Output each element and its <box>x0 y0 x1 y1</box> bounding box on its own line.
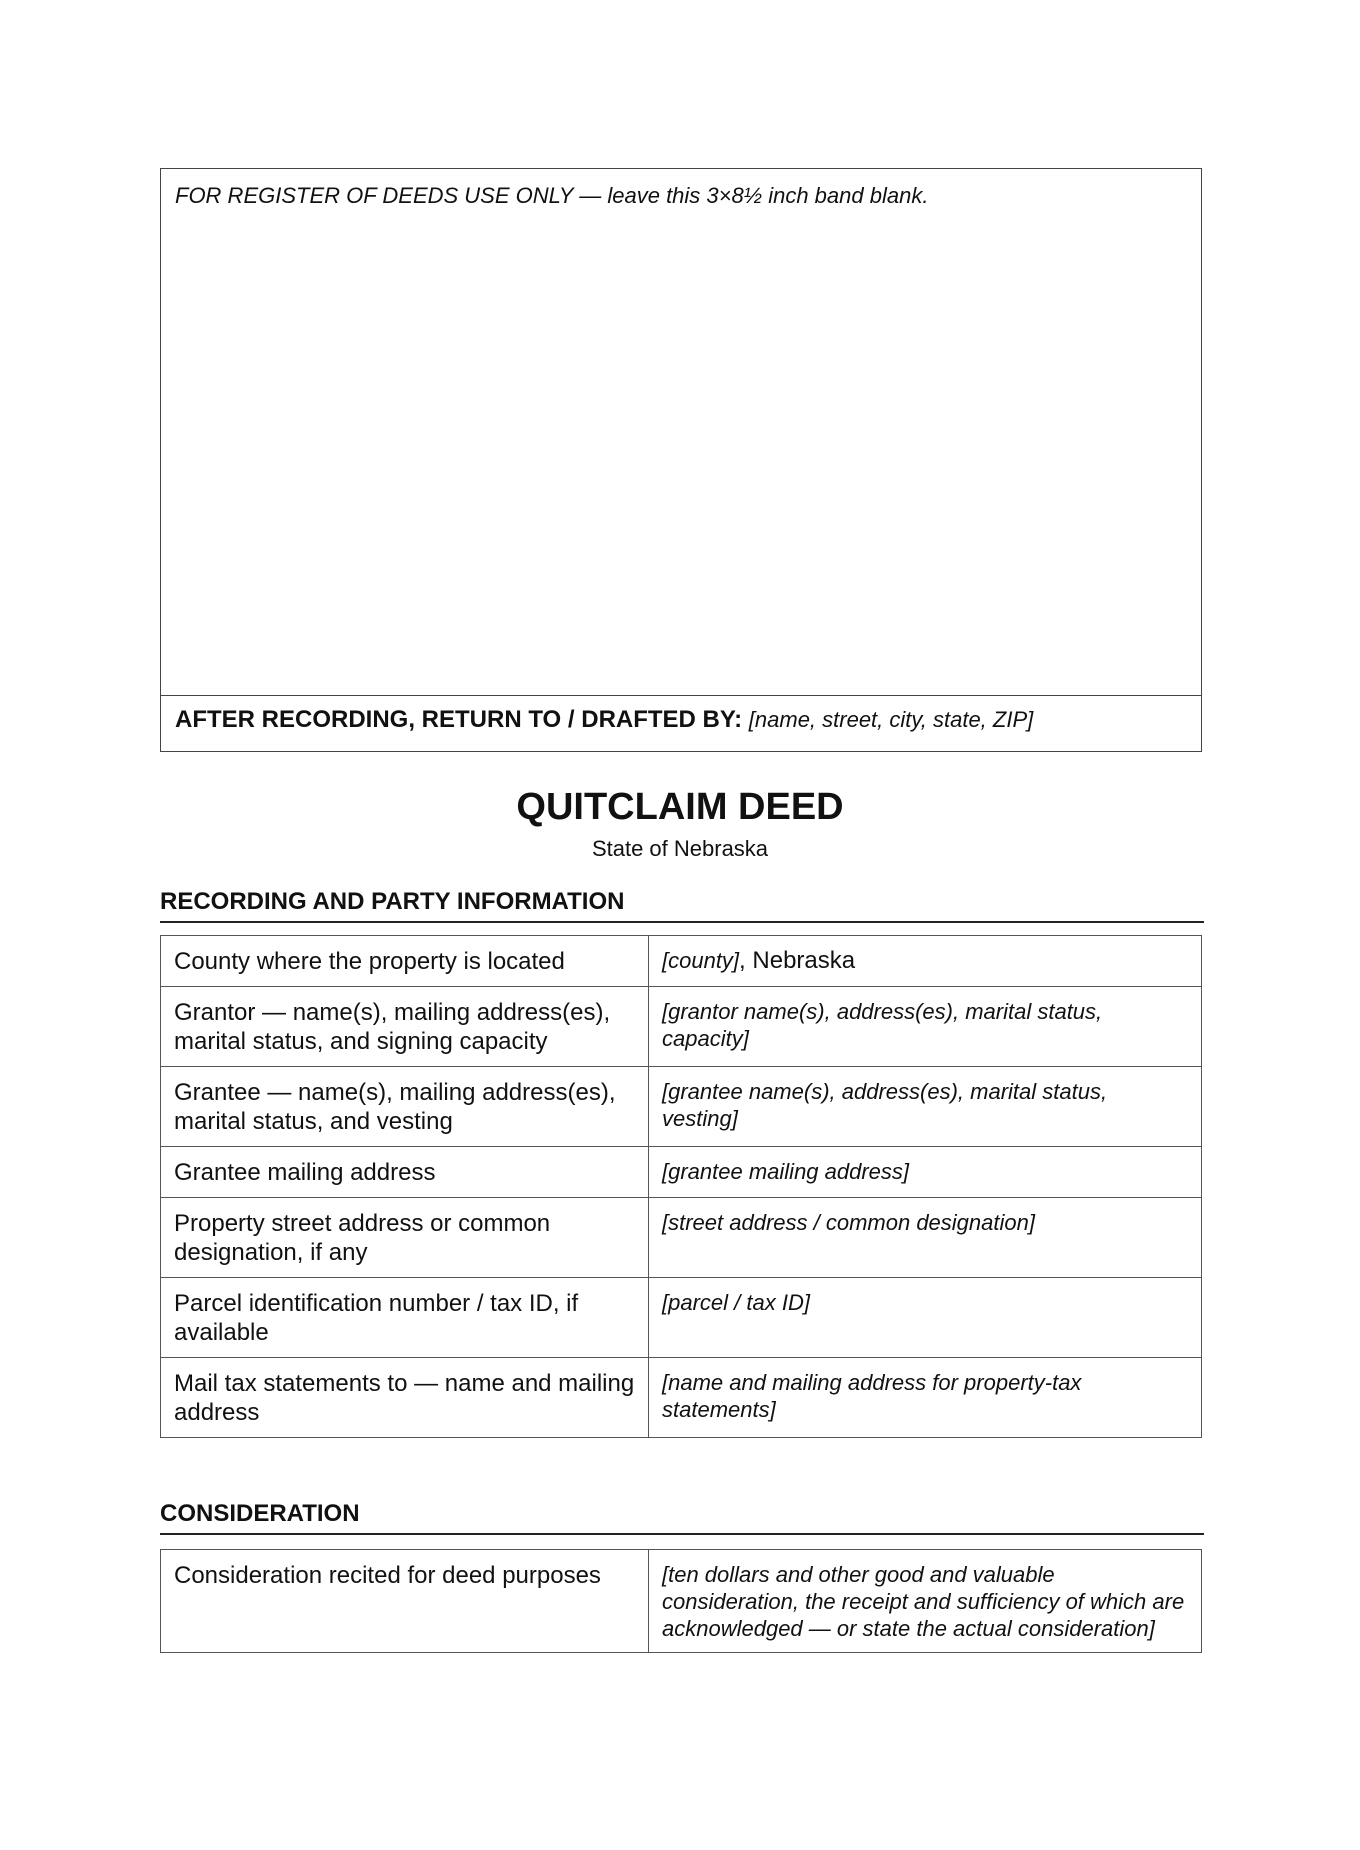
row-value-grantor: [grantor name(s), address(es), marital status, capacity] <box>649 987 1202 1067</box>
row-label-tax-statements: Mail tax statements to — name and mailing address <box>161 1358 649 1438</box>
table-row <box>161 1067 1202 1147</box>
row-label-grantee-mailing-address: Grantee mailing address <box>161 1147 649 1198</box>
row-value-consideration: [ten dollars and other good and valuable consideration, the receipt and sufficiency of which are acknowledged — or state the actual consideration] <box>649 1550 1202 1653</box>
row-label-grantee: Grantee — name(s), mailing address(es), marital status, and vesting <box>161 1067 649 1147</box>
row-value-grantee: [grantee name(s), address(es), marital status, vesting] <box>649 1067 1202 1147</box>
section-heading-party-information: RECORDING AND PARTY INFORMATION <box>160 888 1204 923</box>
party-information-table <box>160 935 1202 1438</box>
table-row <box>161 1550 1202 1653</box>
consideration-table <box>160 1549 1202 1653</box>
section-heading-consideration: CONSIDERATION <box>160 1500 1204 1535</box>
row-label-county: County where the property is located <box>161 936 649 987</box>
table-row <box>161 1147 1202 1198</box>
table-row <box>161 987 1202 1067</box>
register-use-note: FOR REGISTER OF DEEDS USE ONLY — leave this 3×8½ inch band blank. <box>175 183 929 208</box>
row-value-parcel-id: [parcel / tax ID] <box>649 1278 1202 1358</box>
table-row <box>161 936 1202 987</box>
row-value-tax-statements: [name and mailing address for property-tax statements] <box>649 1358 1202 1438</box>
row-label-parcel-id: Parcel identification number / tax ID, if available <box>161 1278 649 1358</box>
row-value-grantee-mailing-address: [grantee mailing address] <box>649 1147 1202 1198</box>
row-value-property-address: [street address / common designation] <box>649 1198 1202 1278</box>
return-to-drafted-by <box>161 695 1201 751</box>
register-of-deeds-band <box>160 168 1202 752</box>
table-row <box>161 1358 1202 1438</box>
row-label-property-address: Property street address or common designation, if any <box>161 1198 649 1278</box>
document-subtitle: State of Nebraska <box>591 836 769 861</box>
county-placeholder: [county] <box>662 948 740 973</box>
return-to-placeholder: [name, street, city, state, ZIP] <box>748 707 1034 732</box>
row-label-consideration: Consideration recited for deed purposes <box>161 1550 649 1653</box>
table-row <box>161 1278 1202 1358</box>
return-to-label: AFTER RECORDING, RETURN TO / DRAFTED BY: <box>175 706 743 733</box>
row-label-grantor: Grantor — name(s), mailing address(es), marital status, and signing capacity <box>161 987 649 1067</box>
county-state-suffix: , Nebraska <box>739 947 856 974</box>
document-title: QUITCLAIM DEED <box>516 786 844 828</box>
row-value-county <box>649 936 1202 987</box>
table-row <box>161 1198 1202 1278</box>
